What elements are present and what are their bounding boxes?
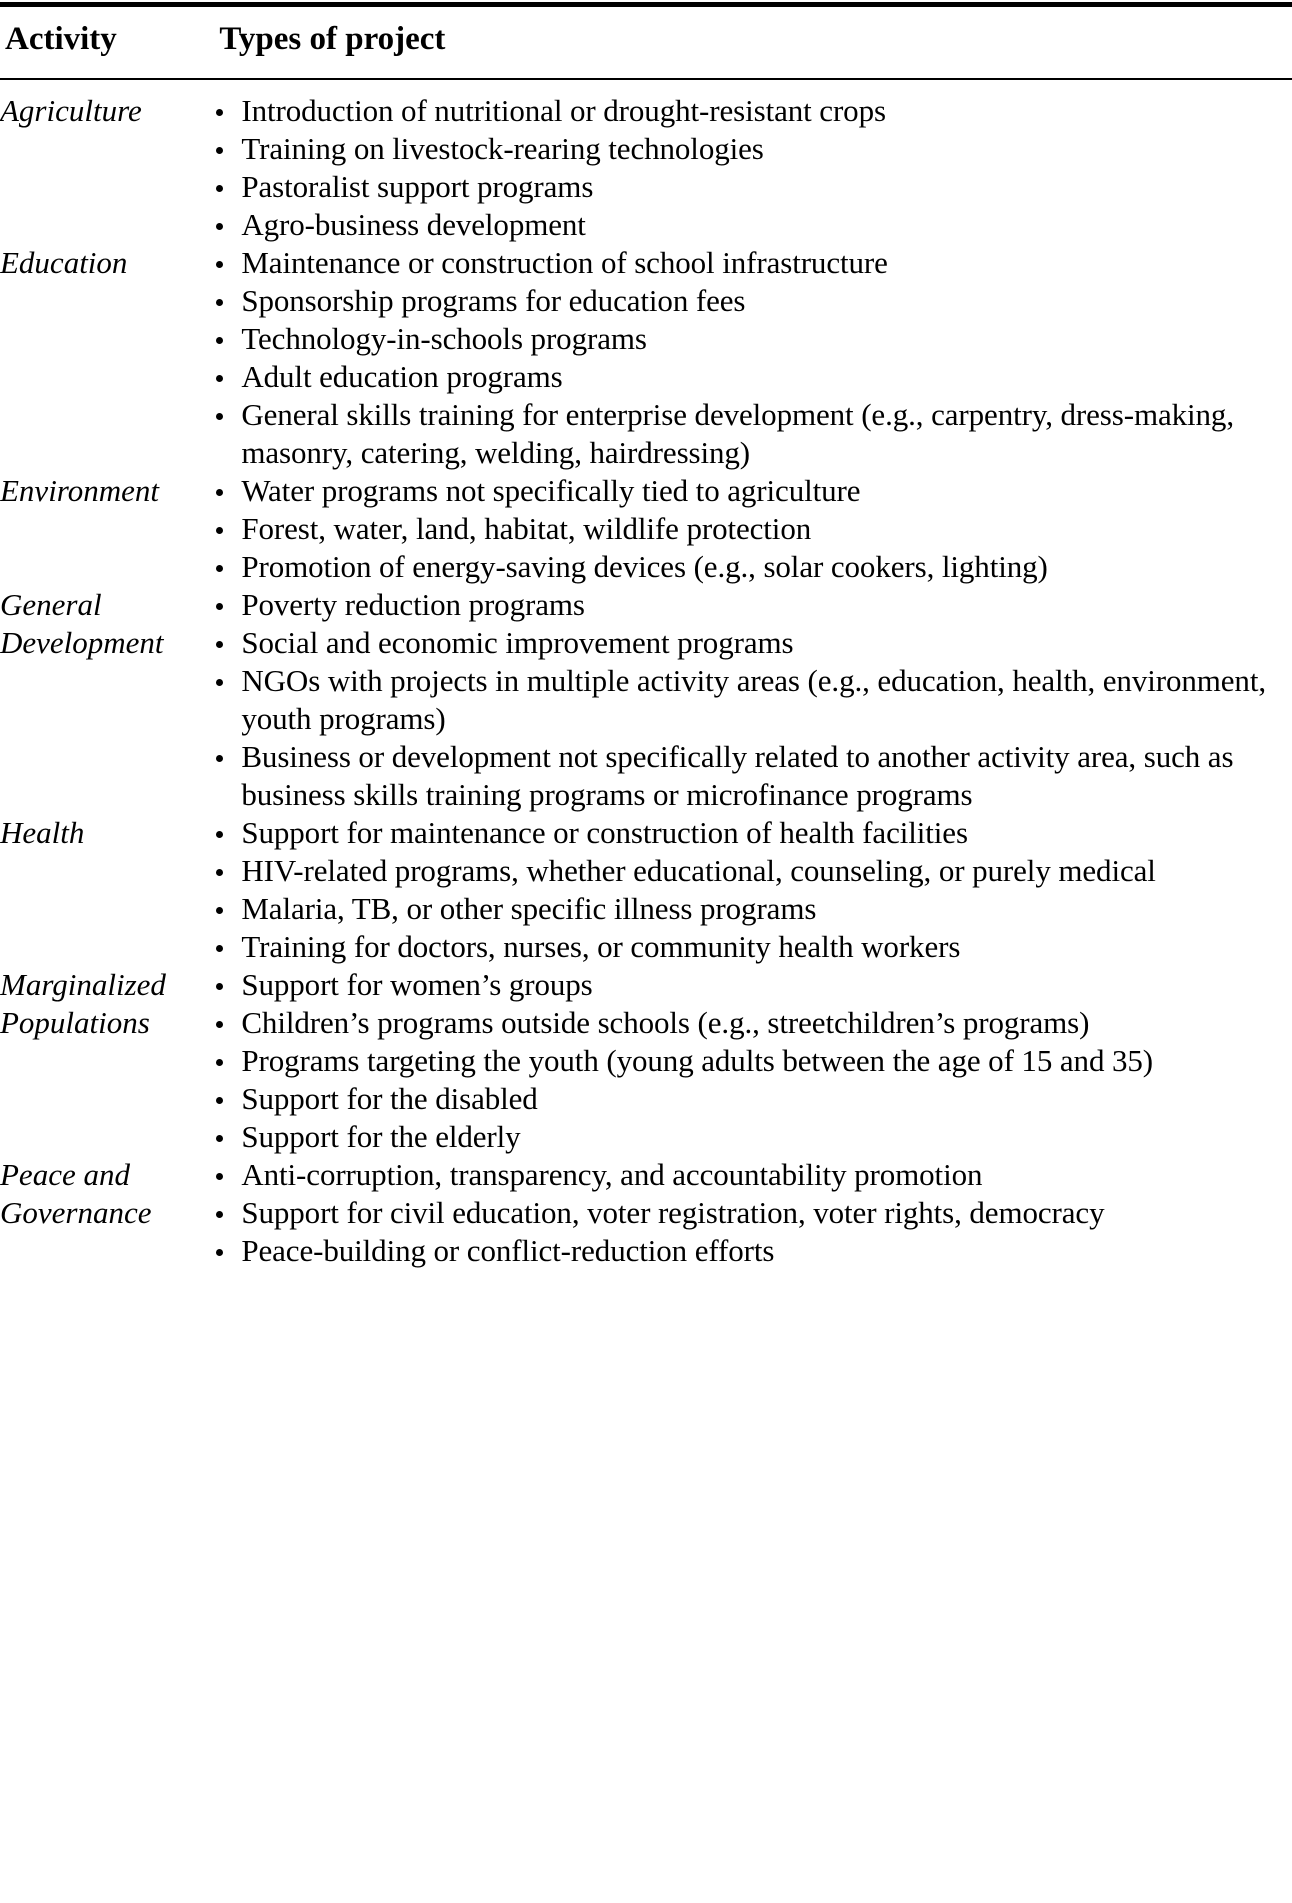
table-row — [0, 244, 1292, 472]
list-item: Training for doctors, nurses, or community health workers — [211, 928, 1292, 966]
list-item: Training on livestock-rearing technologies — [211, 130, 1292, 168]
list-item: Support for the disabled — [211, 1080, 1292, 1118]
project-types-cell-peace-and-governance — [211, 1156, 1292, 1286]
list-item: Pastoralist support programs — [211, 168, 1292, 206]
list-item: Programs targeting the youth (young adults between the age of 15 and 35) — [211, 1042, 1292, 1080]
activity-label-line: Peace and — [0, 1157, 130, 1192]
list-item: Water programs not specifically tied to agriculture — [211, 472, 1292, 510]
list-item: General skills training for enterprise development (e.g., carpentry, dress-making, masonry, catering, welding, hairdressing) — [211, 396, 1292, 472]
table-row — [0, 966, 1292, 1156]
column-header-activity: Activity — [5, 21, 117, 57]
project-types-list — [211, 244, 1292, 472]
activity-label-general-development — [0, 586, 211, 814]
list-item: Anti-corruption, transparency, and accountability promotion — [211, 1156, 1292, 1194]
project-types-cell-health — [211, 814, 1292, 966]
activity-label-line: Health — [0, 815, 85, 850]
table-row — [0, 814, 1292, 966]
list-item: NGOs with projects in multiple activity areas (e.g., education, health, environment, youth programs) — [211, 662, 1292, 738]
header-rule-spacer — [0, 78, 1292, 92]
table-row — [0, 1156, 1292, 1286]
list-item: Technology-in-schools programs — [211, 320, 1292, 358]
project-types-list — [211, 586, 1292, 814]
project-types-list — [211, 92, 1292, 244]
list-item: Promotion of energy-saving devices (e.g., solar cookers, lighting) — [211, 548, 1292, 586]
table-header-row — [0, 0, 1292, 78]
project-types-list — [211, 1156, 1292, 1270]
activity-label-line: Marginalized — [0, 967, 166, 1002]
list-item: Support for maintenance or construction of health facilities — [211, 814, 1292, 852]
list-item: Business or development not specifically related to another activity area, such as business skills training programs or microfinance programs — [211, 738, 1292, 814]
activity-label-line: Governance — [0, 1195, 152, 1230]
project-types-cell-marginalized-populations — [211, 966, 1292, 1156]
activity-label-health — [0, 814, 211, 966]
list-item: Social and economic improvement programs — [211, 624, 1292, 662]
project-types-cell-agriculture — [211, 92, 1292, 244]
project-types-list — [211, 814, 1292, 966]
table-row — [0, 472, 1292, 586]
list-item: Sponsorship programs for education fees — [211, 282, 1292, 320]
list-item: HIV-related programs, whether educational, counseling, or purely medical — [211, 852, 1292, 890]
project-types-cell-general-development — [211, 586, 1292, 814]
activity-label-line: General — [0, 587, 102, 622]
activity-label-line: Populations — [0, 1005, 150, 1040]
activity-label-line: Agriculture — [0, 93, 142, 128]
table-row — [0, 586, 1292, 814]
list-item: Forest, water, land, habitat, wildlife protection — [211, 510, 1292, 548]
list-item: Children’s programs outside schools (e.g., streetchildren’s programs) — [211, 1004, 1292, 1042]
spacer-cell-types — [211, 78, 1292, 92]
project-types-cell-education — [211, 244, 1292, 472]
list-item: Poverty reduction programs — [211, 586, 1292, 624]
activity-label-line: Education — [0, 245, 128, 280]
activity-label-education — [0, 244, 211, 472]
project-types-cell-environment — [211, 472, 1292, 586]
list-item: Peace-building or conflict-reduction efforts — [211, 1232, 1292, 1270]
list-item: Introduction of nutritional or drought-resistant crops — [211, 92, 1292, 130]
column-header-types-of-project: Types of project — [219, 21, 446, 57]
project-types-list — [211, 966, 1292, 1156]
list-item: Support for the elderly — [211, 1118, 1292, 1156]
list-item: Support for civil education, voter registration, voter rights, democracy — [211, 1194, 1292, 1232]
table-body — [0, 78, 1292, 1286]
activity-label-environment — [0, 472, 211, 586]
project-types-list — [211, 472, 1292, 586]
activity-label-line: Development — [0, 625, 164, 660]
list-item: Malaria, TB, or other specific illness programs — [211, 890, 1292, 928]
list-item: Agro-business development — [211, 206, 1292, 244]
activity-label-peace-and-governance — [0, 1156, 211, 1286]
activity-label-marginalized-populations — [0, 966, 211, 1156]
list-item: Adult education programs — [211, 358, 1292, 396]
spacer-cell-activity — [0, 78, 211, 92]
list-item: Support for women’s groups — [211, 966, 1292, 1004]
activity-label-agriculture — [0, 92, 211, 244]
table-row — [0, 92, 1292, 244]
activity-label-line: Environment — [0, 473, 159, 508]
list-item: Maintenance or construction of school infrastructure — [211, 244, 1292, 282]
